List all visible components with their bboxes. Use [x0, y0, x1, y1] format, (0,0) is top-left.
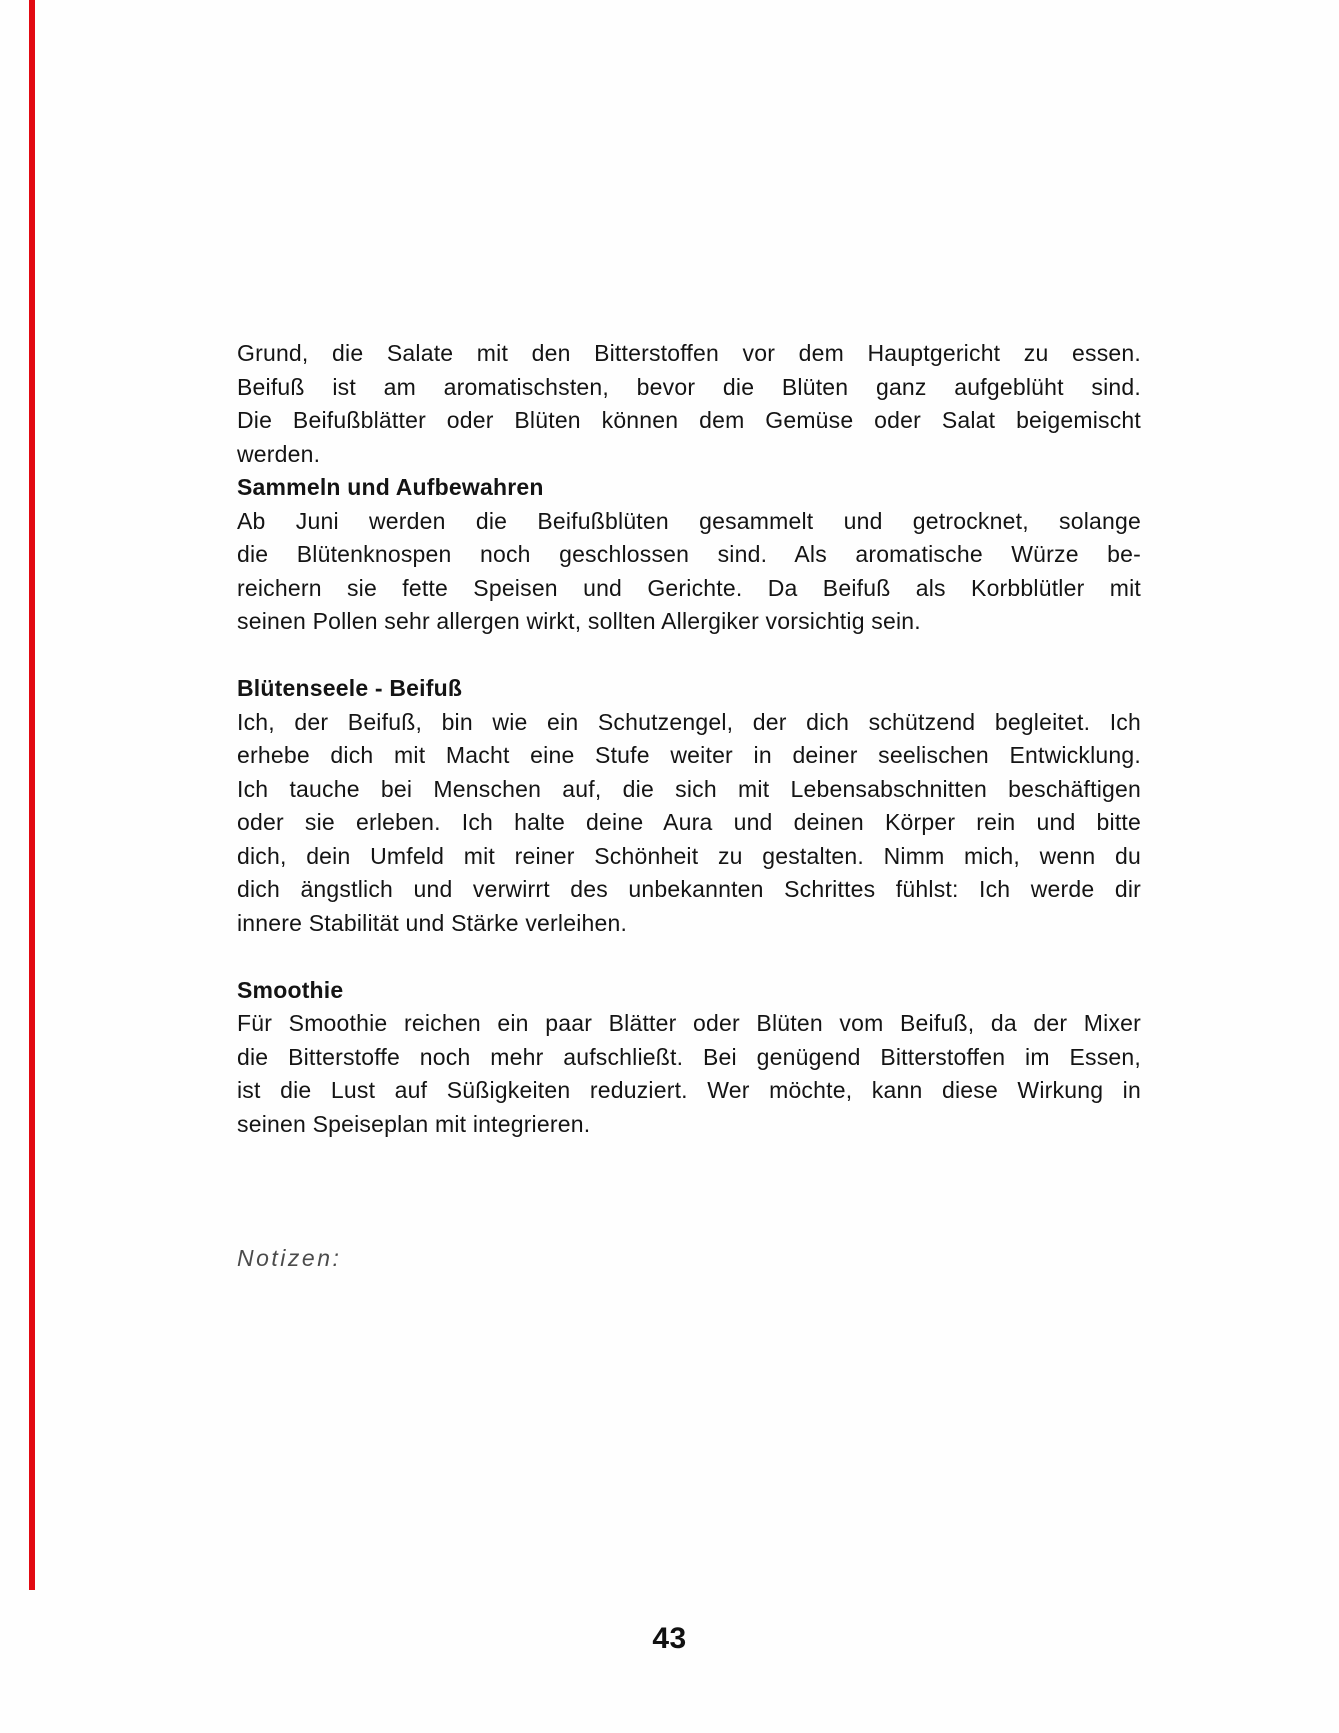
- text-line: seinen Pollen sehr allergen wirkt, sollten Allergiker vorsichtig sein.: [237, 608, 921, 634]
- section-heading-bluetenseele: Blütenseele - Beifuß: [237, 675, 463, 701]
- notes-label: Notizen:: [237, 1244, 342, 1271]
- text-line: die Blütenknospen noch geschlossen sind. Als aromatische Würze be-: [237, 541, 1141, 567]
- text-line: Ich, der Beifuß, bin wie ein Schutzengel, der dich schützend begleitet. Ich: [237, 708, 1141, 735]
- red-margin-line: [29, 0, 35, 1590]
- spacer-line: [237, 1175, 1141, 1209]
- text-line: Grund, die Salate mit den Bitterstoffen vor dem Hauptgericht zu essen.: [237, 340, 1141, 366]
- spacer-line: [237, 639, 1141, 673]
- text-line: ist die Lust auf Süßigkeiten reduziert. Wer möchte, kann diese Wirkung in: [237, 1077, 1141, 1103]
- text-line: werden.: [237, 440, 321, 467]
- spacer-line: [237, 1208, 1141, 1242]
- text-line: die Bitterstoffe noch mehr aufschließt. Bei genügend Bitterstoffen im Essen,: [237, 1043, 1141, 1070]
- text-line: Ich tauche bei Menschen auf, die sich mit Lebensabschnitten beschäftigen: [237, 775, 1141, 802]
- page-text-block: [237, 337, 1141, 1275]
- text-line: seinen Speiseplan mit integrieren.: [237, 1110, 591, 1137]
- spacer-line: [237, 1141, 1141, 1175]
- section-heading-smoothie: Smoothie: [237, 976, 344, 1003]
- text-line: Die Beifußblätter oder Blüten können dem Gemüse oder Salat beigemischt: [237, 407, 1141, 433]
- text-line: reichern sie fette Speisen und Gerichte. Da Beifuß als Korbblütler mit: [237, 574, 1141, 601]
- text-line: innere Stabilität und Stärke verleihen.: [237, 909, 628, 936]
- section-heading-sammeln: Sammeln und Aufbewahren: [237, 474, 544, 500]
- text-line: Beifuß ist am aromatischsten, bevor die Blüten ganz aufgeblüht sind.: [237, 373, 1141, 400]
- text-line: oder sie erleben. Ich halte deine Aura und deinen Körper rein und bitte: [237, 809, 1141, 835]
- text-line: Für Smoothie reichen ein paar Blätter oder Blüten vom Beifuß, da der Mixer: [237, 1010, 1141, 1036]
- spacer-line: [237, 940, 1141, 974]
- text-line: dich ängstlich und verwirrt des unbekannten Schrittes fühlst: Ich werde dir: [237, 876, 1141, 902]
- text-line: erhebe dich mit Macht eine Stufe weiter in deiner seelischen Entwicklung.: [237, 742, 1141, 768]
- text-line: Ab Juni werden die Beifußblüten gesammelt und getrocknet, solange: [237, 507, 1141, 534]
- page-number: 43: [652, 1622, 687, 1655]
- text-line: dich, dein Umfeld mit reiner Schönheit zu gestalten. Nimm mich, wenn du: [237, 842, 1141, 869]
